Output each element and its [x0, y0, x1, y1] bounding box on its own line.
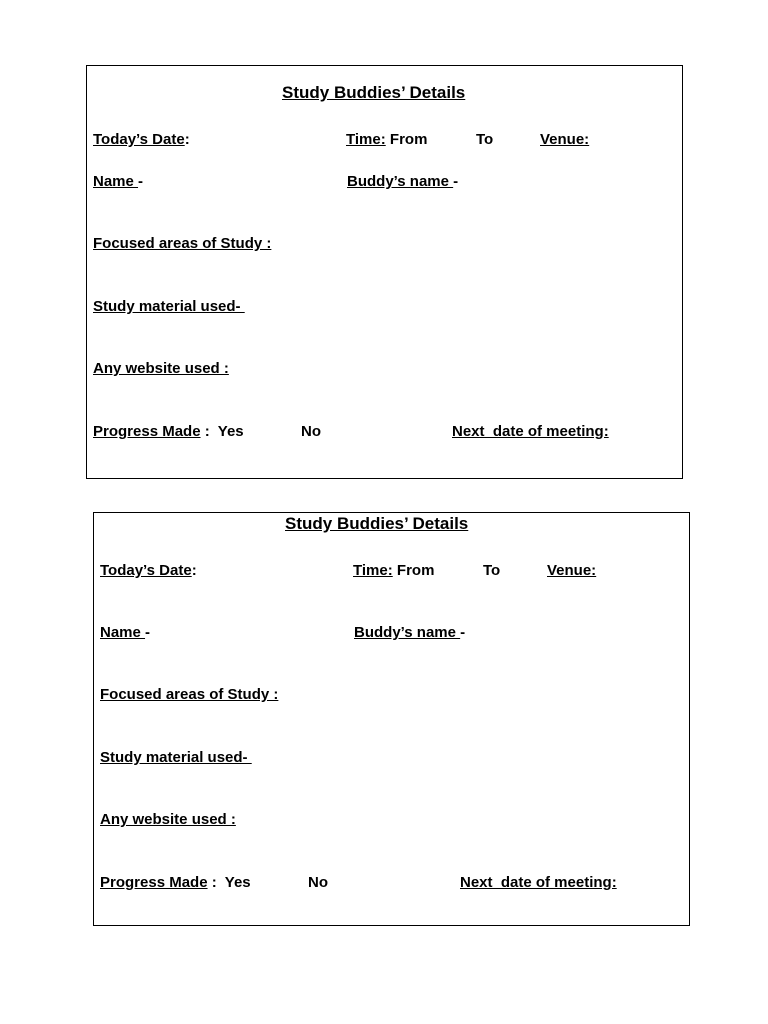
progress-no-option: No	[308, 874, 328, 891]
buddy-name-dash: -	[460, 624, 466, 641]
time-to-label: To	[476, 131, 494, 148]
progress-field	[100, 874, 251, 892]
time-from-label: From	[385, 131, 428, 148]
buddy-name-label: Buddy’s name	[354, 624, 461, 641]
progress-yes-option: : Yes	[200, 423, 244, 440]
todays-date-colon: :	[184, 131, 190, 148]
venue-label: Venue:	[540, 131, 590, 148]
time-field	[353, 562, 434, 580]
progress-field	[93, 423, 244, 441]
form-title: Study Buddies’ Details	[285, 514, 469, 533]
buddy-name-label: Buddy’s name	[347, 173, 454, 190]
buddy-name-field	[354, 624, 465, 642]
form-title: Study Buddies’ Details	[282, 83, 466, 102]
name-dash: -	[138, 173, 144, 190]
focused-areas-label: Focused areas of Study :	[100, 686, 279, 703]
time-from-label: From	[392, 562, 435, 579]
study-material-label: Study material used-	[100, 749, 252, 766]
time-label: Time:	[346, 131, 386, 148]
todays-date-colon: :	[191, 562, 197, 579]
next-meeting-label: Next date of meeting:	[452, 423, 609, 440]
study-material-label: Study material used-	[93, 298, 245, 315]
name-field	[93, 173, 143, 191]
name-dash: -	[145, 624, 151, 641]
name-field	[100, 624, 150, 642]
time-field	[346, 131, 427, 149]
study-buddies-form-2	[93, 512, 690, 926]
next-meeting-label: Next date of meeting:	[460, 874, 617, 891]
buddy-name-field	[347, 173, 458, 191]
buddy-name-dash: -	[453, 173, 459, 190]
progress-yes-option: : Yes	[207, 874, 251, 891]
time-to-label: To	[483, 562, 501, 579]
progress-label: Progress Made	[100, 874, 208, 891]
todays-date-label: Today’s Date	[93, 131, 185, 148]
name-label: Name	[100, 624, 146, 641]
todays-date-field	[100, 562, 197, 580]
time-label: Time:	[353, 562, 393, 579]
venue-label: Venue:	[547, 562, 597, 579]
website-label: Any website used :	[100, 811, 236, 828]
progress-no-option: No	[301, 423, 321, 440]
name-label: Name	[93, 173, 139, 190]
todays-date-label: Today’s Date	[100, 562, 192, 579]
todays-date-field	[93, 131, 190, 149]
study-buddies-form-1	[86, 65, 683, 479]
website-label: Any website used :	[93, 360, 229, 377]
focused-areas-label: Focused areas of Study :	[93, 235, 272, 252]
progress-label: Progress Made	[93, 423, 201, 440]
